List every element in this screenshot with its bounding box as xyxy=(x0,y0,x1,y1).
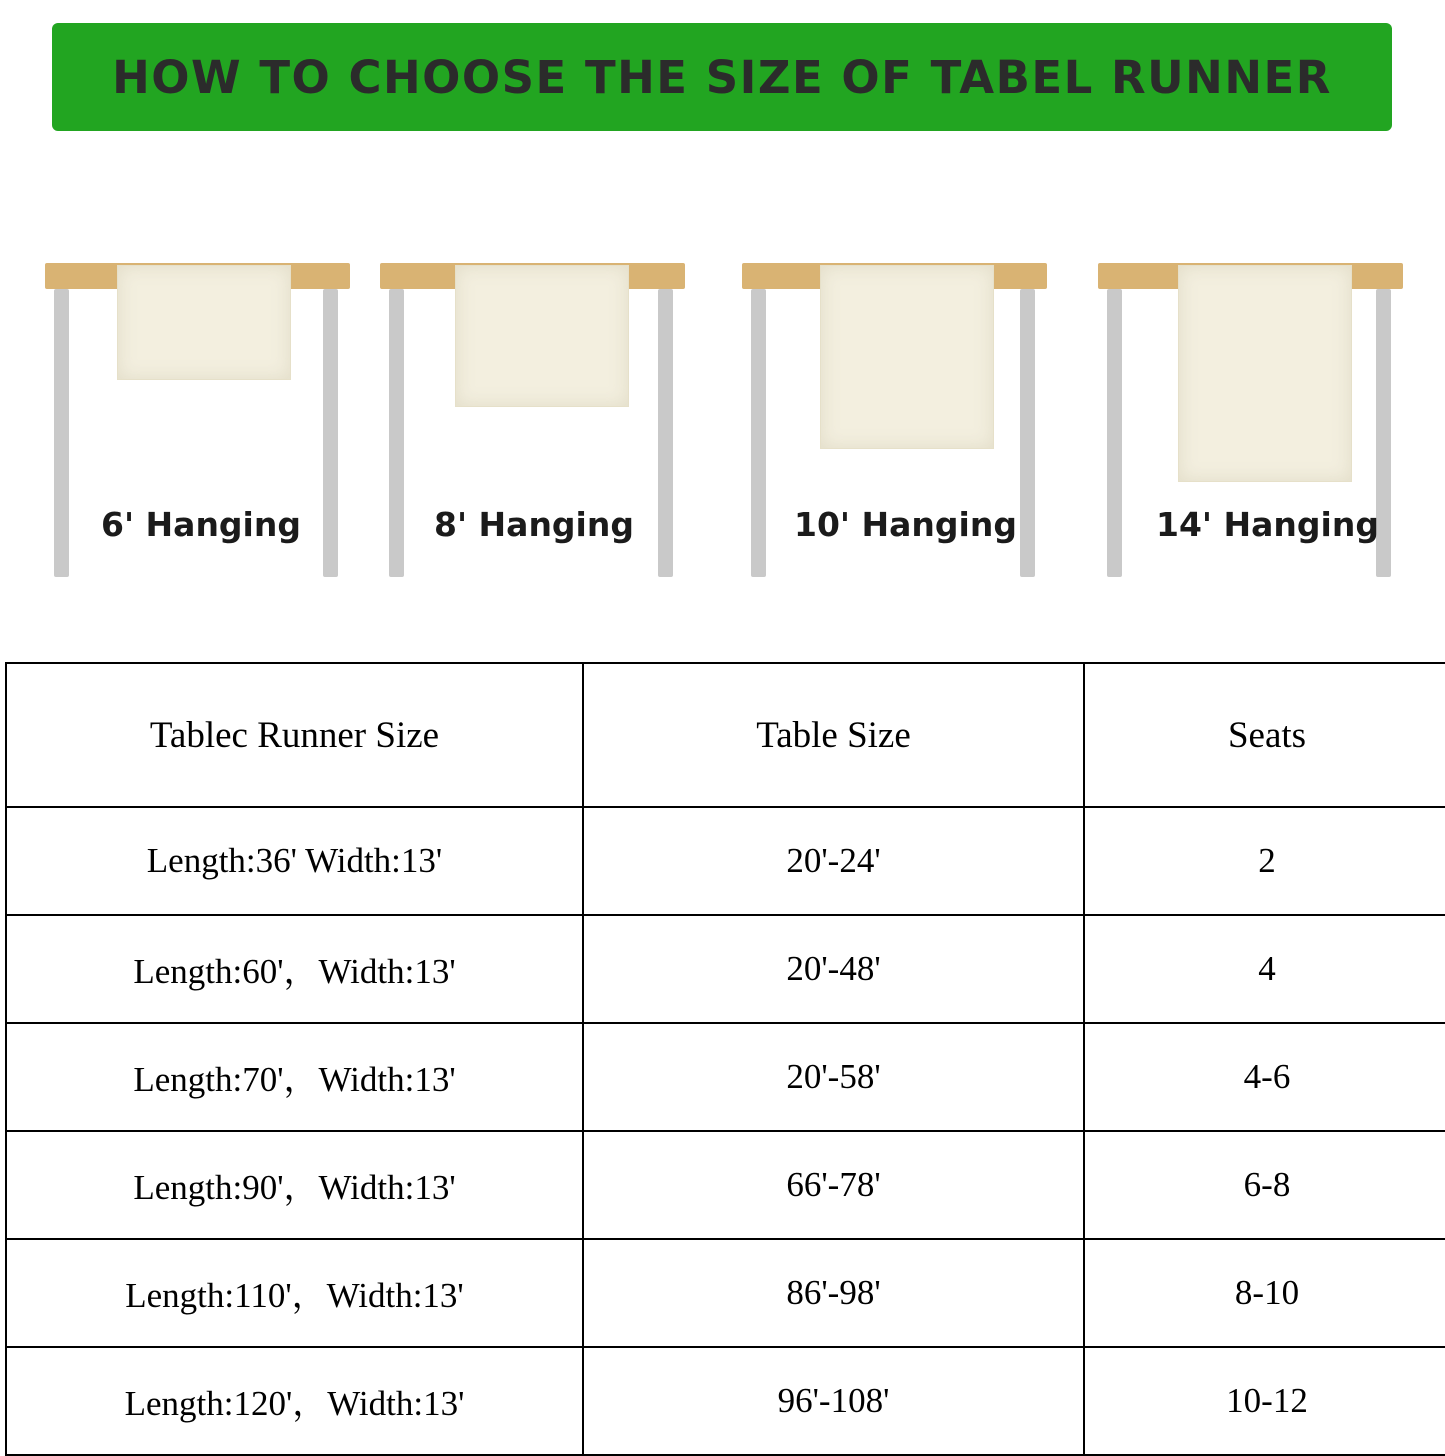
cell-runner-size: Length:60'，Width:13' xyxy=(6,915,583,1023)
table-leg-right xyxy=(323,289,338,577)
table-row xyxy=(6,1239,1445,1347)
cell-runner-size: Length:120'，Width:13' xyxy=(6,1347,583,1455)
illustration-caption: 10' Hanging xyxy=(794,505,1017,544)
runner-cloth xyxy=(455,265,629,407)
cell-seats: 4 xyxy=(1084,915,1445,1023)
title-banner xyxy=(52,23,1392,131)
cell-seats: 2 xyxy=(1084,807,1445,915)
illustration-caption: 6' Hanging xyxy=(101,505,301,544)
cell-table-size: 66'-78' xyxy=(583,1131,1084,1239)
table-header-row xyxy=(6,663,1445,807)
table-leg-left xyxy=(389,289,404,577)
column-header-seats: Seats xyxy=(1084,663,1445,807)
runner-cloth xyxy=(1178,265,1352,482)
cell-table-size: 96'-108' xyxy=(583,1347,1084,1455)
table-row xyxy=(6,915,1445,1023)
cell-runner-size: Length:70'，Width:13' xyxy=(6,1023,583,1131)
table-row xyxy=(6,1131,1445,1239)
runner-cloth xyxy=(117,265,291,380)
illustration-caption: 14' Hanging xyxy=(1156,505,1379,544)
cell-seats: 10-12 xyxy=(1084,1347,1445,1455)
cell-table-size: 20'-48' xyxy=(583,915,1084,1023)
table-row xyxy=(6,1347,1445,1455)
cell-table-size: 20'-24' xyxy=(583,807,1084,915)
cell-seats: 6-8 xyxy=(1084,1131,1445,1239)
table-leg-left xyxy=(54,289,69,577)
table-leg-left xyxy=(751,289,766,577)
cell-table-size: 20'-58' xyxy=(583,1023,1084,1131)
table-row xyxy=(6,807,1445,915)
cell-table-size: 86'-98' xyxy=(583,1239,1084,1347)
cell-seats: 4-6 xyxy=(1084,1023,1445,1131)
runner-cloth xyxy=(820,265,994,449)
page-title: HOW TO CHOOSE THE SIZE OF TABEL RUNNER xyxy=(112,50,1332,104)
table-leg-left xyxy=(1107,289,1122,577)
cell-seats: 8-10 xyxy=(1084,1239,1445,1347)
column-header-runner-size: Tablec Runner Size xyxy=(6,663,583,807)
illustration-row xyxy=(0,235,1445,595)
table-leg-right xyxy=(658,289,673,577)
illustration-caption: 8' Hanging xyxy=(434,505,634,544)
cell-runner-size: Length:90'，Width:13' xyxy=(6,1131,583,1239)
column-header-table-size: Table Size xyxy=(583,663,1084,807)
size-chart-table xyxy=(5,662,1445,1456)
cell-runner-size: Length:110'，Width:13' xyxy=(6,1239,583,1347)
cell-runner-size: Length:36' Width:13' xyxy=(6,807,583,915)
table-leg-right xyxy=(1020,289,1035,577)
table-row xyxy=(6,1023,1445,1131)
